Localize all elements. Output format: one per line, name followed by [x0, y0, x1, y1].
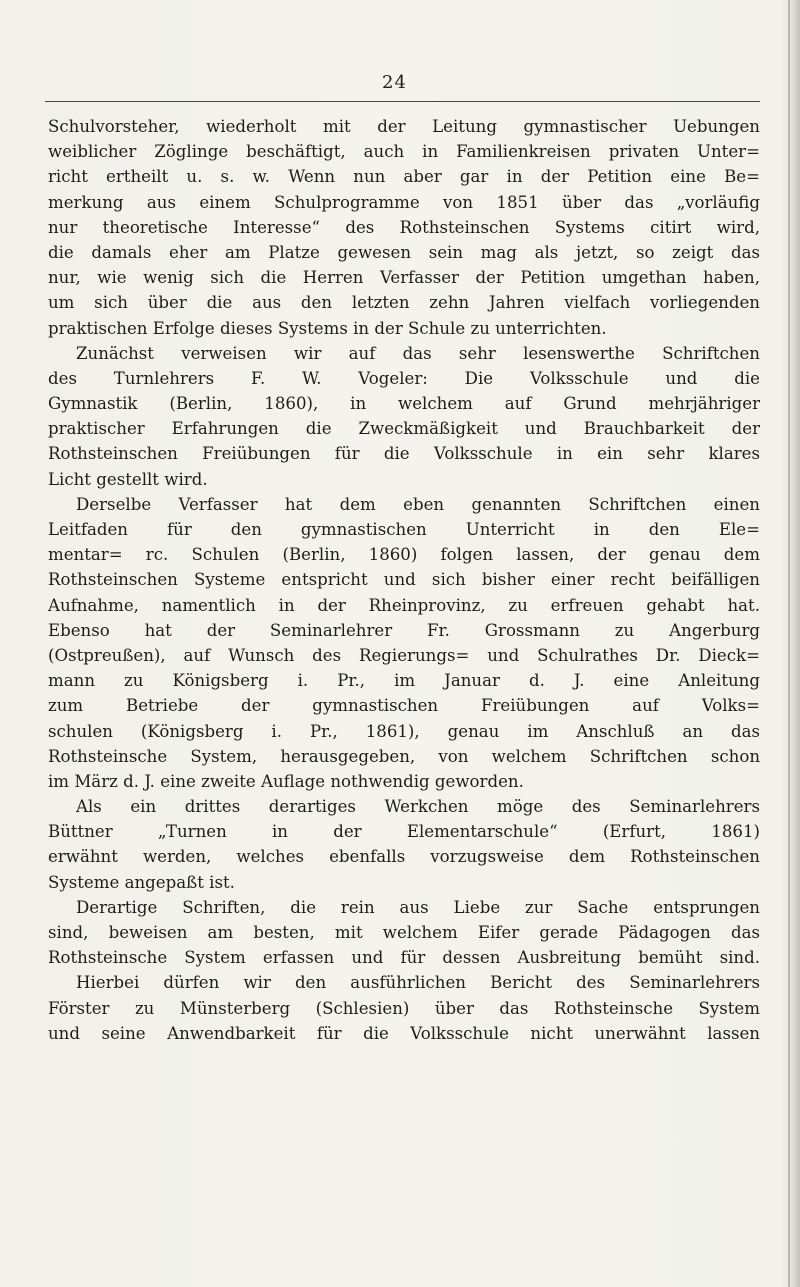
text-line: Licht gestellt wird.	[48, 469, 208, 489]
text-line: richt ertheilt u. s. w. Wenn nun aber gar in der Petition eine Be=	[48, 167, 760, 187]
page-edge-shadow	[782, 0, 800, 1287]
text-line: mentar= rc. Schulen (Berlin, 1860) folgen lassen, der genau dem	[48, 545, 760, 565]
text-line: nur theoretische Interesse“ des Rothsteinschen Systems citirt wird,	[48, 217, 760, 237]
text-line: weiblicher Zöglinge beschäftigt, auch in Familienkreisen privaten Unter=	[48, 142, 760, 162]
page-number: 24	[382, 72, 407, 93]
page-edge-line	[788, 0, 790, 1287]
text-line: Systeme angepaßt ist.	[48, 872, 235, 892]
text-line: Gymnastik (Berlin, 1860), in welchem auf Grund mehrjähriger	[48, 394, 760, 414]
text-line: um sich über die aus den letzten zehn Jahren vielfach vorliegenden	[48, 293, 760, 313]
text-line: Rothsteinsche System, herausgegeben, von welchem Schriftchen schon	[48, 746, 760, 766]
text-line: Zunächst verweisen wir auf das sehr lesenswerthe Schriftchen	[76, 343, 760, 363]
text-line: Derselbe Verfasser hat dem eben genannten Schriftchen einen	[76, 494, 760, 514]
text-line: die damals eher am Platze gewesen sein mag als jetzt, so zeigt das	[48, 242, 760, 262]
text-line: im März d. J. eine zweite Auflage nothwendig geworden.	[48, 771, 524, 791]
text-line: und seine Anwendbarkeit für die Volksschule nicht unerwähnt lassen	[48, 1023, 760, 1043]
text-line: Rothsteinsche System erfassen und für dessen Ausbreitung bemüht sind.	[48, 948, 760, 968]
text-line: Ebenso hat der Seminarlehrer Fr. Grossmann zu Angerburg	[48, 620, 760, 640]
text-line: schulen (Königsberg i. Pr., 1861), genau im Anschluß an das	[48, 721, 760, 741]
text-line: Aufnahme, namentlich in der Rheinprovinz, zu erfreuen gehabt hat.	[48, 595, 760, 615]
text-line: Hierbei dürfen wir den ausführlichen Bericht des Seminarlehrers	[76, 973, 760, 993]
text-line: Förster zu Münsterberg (Schlesien) über das Rothsteinsche System	[48, 998, 760, 1018]
text-line: merkung aus einem Schulprogramme von 1851 über das „vorläufig	[48, 192, 760, 212]
text-line: zum Betriebe der gymnastischen Freiübungen auf Volks=	[48, 696, 760, 716]
text-line: Als ein drittes derartiges Werkchen möge des Seminarlehrers	[76, 797, 760, 817]
header-rule	[45, 101, 760, 102]
text-line: praktischer Erfahrungen die Zweckmäßigkeit und Brauchbarkeit der	[48, 419, 760, 439]
text-line: sind, beweisen am besten, mit welchem Eifer gerade Pädagogen das	[48, 923, 760, 942]
text-line: Rothsteinschen Freiübungen für die Volksschule in ein sehr klares	[48, 444, 760, 464]
text-line: erwähnt werden, welches ebenfalls vorzugsweise dem Rothsteinschen	[48, 847, 760, 867]
text-line: nur, wie wenig sich die Herren Verfasser der Petition umgethan haben,	[48, 268, 760, 288]
text-line: praktischen Erfolge dieses Systems in der Schule zu unterrichten.	[48, 318, 607, 338]
text-line: Derartige Schriften, die rein aus Liebe zur Sache entsprungen	[76, 897, 760, 917]
text-line: (Ostpreußen), auf Wunsch des Regierungs= und Schulrathes Dr. Dieck=	[48, 645, 760, 665]
text-line: Schulvorsteher, wiederholt mit der Leitung gymnastischer Uebungen	[48, 117, 760, 136]
text-line: mann zu Königsberg i. Pr., im Januar d. J. eine Anleitung	[48, 671, 760, 691]
body-text	[48, 114, 760, 1046]
text-line: des Turnlehrers F. W. Vogeler: Die Volksschule und die	[48, 368, 760, 388]
text-line: Leitfaden für den gymnastischen Unterricht in den Ele=	[48, 520, 760, 539]
text-line: Büttner „Turnen in der Elementarschule“ (Erfurt, 1861)	[48, 822, 760, 842]
text-line: Rothsteinschen Systeme entspricht und sich bisher einer recht beifälligen	[48, 570, 760, 590]
